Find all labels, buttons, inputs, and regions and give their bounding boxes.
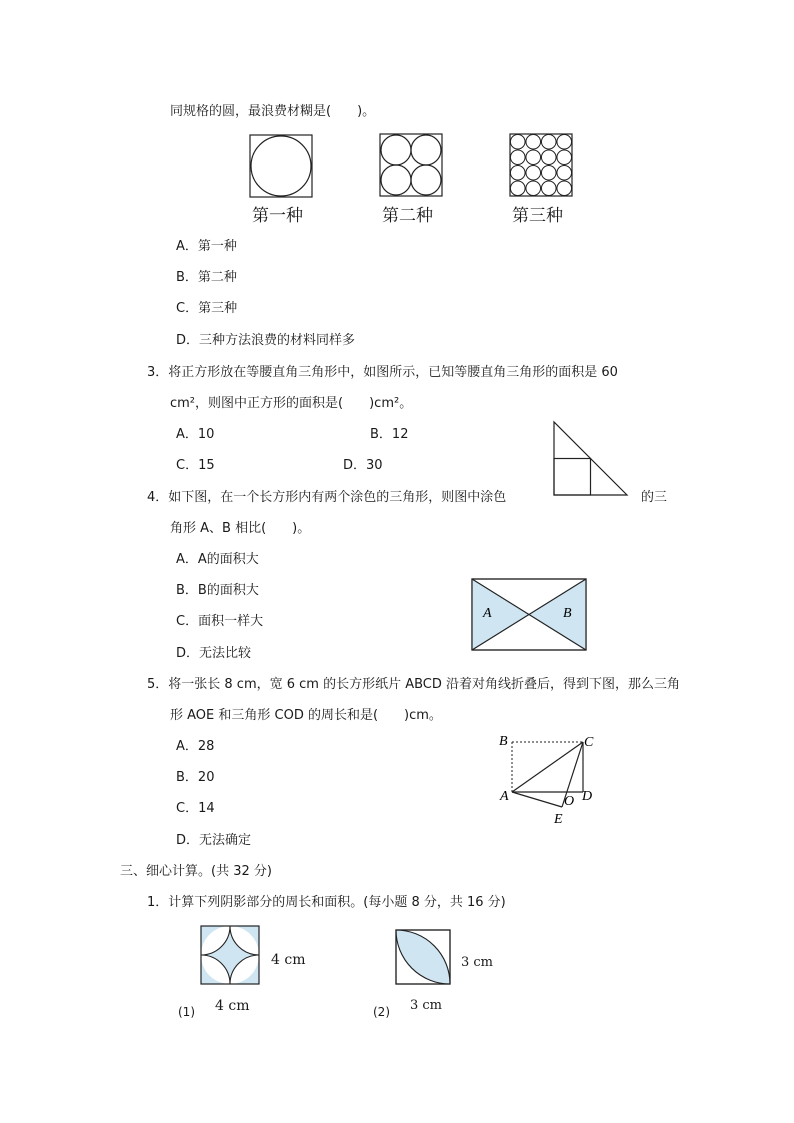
small-circle (541, 150, 556, 165)
q5-option-b[interactable]: B．20 (176, 770, 215, 785)
q5-label-a: A (500, 789, 509, 804)
q5-label-o: O (564, 794, 575, 809)
q3-option-b[interactable]: B．12 (370, 427, 409, 442)
q5-label-d: D (582, 789, 593, 804)
small-circle (557, 165, 572, 180)
q3-stem-line2: cm²，则图中正方形的面积是( )cm²。 (170, 396, 413, 411)
q3-triangle-square-figure (553, 421, 629, 497)
q2-option-b[interactable]: B．第二种 (176, 270, 237, 285)
q2-caption-3: 第三种 (512, 206, 563, 226)
q4-option-a[interactable]: A．A的面积大 (176, 552, 259, 567)
s3-figure2-square-leaf (395, 929, 451, 985)
q5-option-c[interactable]: C．14 (176, 801, 215, 816)
q4-option-d[interactable]: D．无法比较 (176, 646, 252, 661)
small-circle (510, 134, 525, 149)
q4-label-b: B (563, 606, 572, 621)
q4-option-c[interactable]: C．面积一样大 (176, 614, 264, 629)
q5-option-d[interactable]: D．无法确定 (176, 833, 252, 848)
q3-stem-line1: 3．将正方形放在等腰直角三角形中，如图所示，已知等腰直角三角形的面积是 60 (147, 365, 618, 380)
small-circle (526, 150, 541, 165)
small-circle (541, 165, 556, 180)
q5-fold-figure (495, 730, 605, 830)
q5-stem-line1: 5．将一张长 8 cm，宽 6 cm 的长方形纸片 ABCD 沿着对角线折叠后，得到下图，那么三角 (147, 677, 681, 692)
q2-caption-2: 第二种 (382, 206, 433, 226)
q5-option-a[interactable]: A．28 (176, 739, 215, 754)
q2-option-c[interactable]: C．第三种 (176, 301, 238, 316)
q5-stem-line2: 形 AOE 和三角形 COD 的周长和是( )cm。 (170, 708, 442, 723)
q4-stem-line1: 4．如下图，在一个长方形内有两个涂色的三角形，则图中涂色 (147, 490, 507, 505)
q4-rectangle-figure (471, 578, 587, 651)
small-circle (510, 165, 525, 180)
q4-option-b[interactable]: B．B的面积大 (176, 583, 259, 598)
section3-q1-stem: 1．计算下列阴影部分的周长和面积。(每小题 8 分，共 16 分) (147, 895, 506, 910)
small-circle (510, 181, 525, 196)
q2-caption-1: 第一种 (252, 206, 303, 226)
q2-figure-four-circles (379, 133, 443, 197)
q3-option-c[interactable]: C．15 (176, 458, 215, 473)
s3-fig2-side-bottom: 3 cm (410, 998, 443, 1013)
small-circle (510, 150, 525, 165)
section3-heading: 三、细心计算。(共 32 分) (120, 864, 272, 879)
small-circle (557, 181, 572, 196)
q4-label-a: A (483, 606, 492, 621)
q5-label-c: C (584, 735, 594, 750)
small-circle (557, 150, 572, 165)
small-circle (557, 134, 572, 149)
s3-fig1-number: (1) (178, 1005, 195, 1019)
small-circle (526, 134, 541, 149)
q5-label-b: B (499, 734, 508, 749)
q2-stem: 同规格的圆，最浪费材糊是( )。 (170, 104, 376, 119)
q3-option-d[interactable]: D．30 (343, 458, 383, 473)
q2-figure-one-circle (249, 134, 313, 198)
q2-option-a[interactable]: A．第一种 (176, 239, 237, 254)
s3-fig1-side-right: 4 cm (271, 952, 306, 968)
small-circle (526, 165, 541, 180)
s3-fig2-number: (2) (373, 1005, 390, 1019)
q2-figure-sixteen-circles (509, 133, 573, 197)
q5-label-e: E (554, 812, 563, 827)
s3-fig1-side-bottom: 4 cm (215, 998, 250, 1014)
q4-stem-line1-end: 的三 (641, 490, 668, 505)
small-circle (541, 134, 556, 149)
small-circle (526, 181, 541, 196)
small-circle (541, 181, 556, 196)
q3-option-a[interactable]: A．10 (176, 427, 215, 442)
s3-fig2-side-right: 3 cm (461, 955, 494, 970)
q2-option-d[interactable]: D．三种方法浪费的材料同样多 (176, 333, 356, 348)
s3-figure1-square-arcs (200, 925, 260, 985)
q4-stem-line2: 角形 A、B 相比( )。 (170, 521, 311, 536)
